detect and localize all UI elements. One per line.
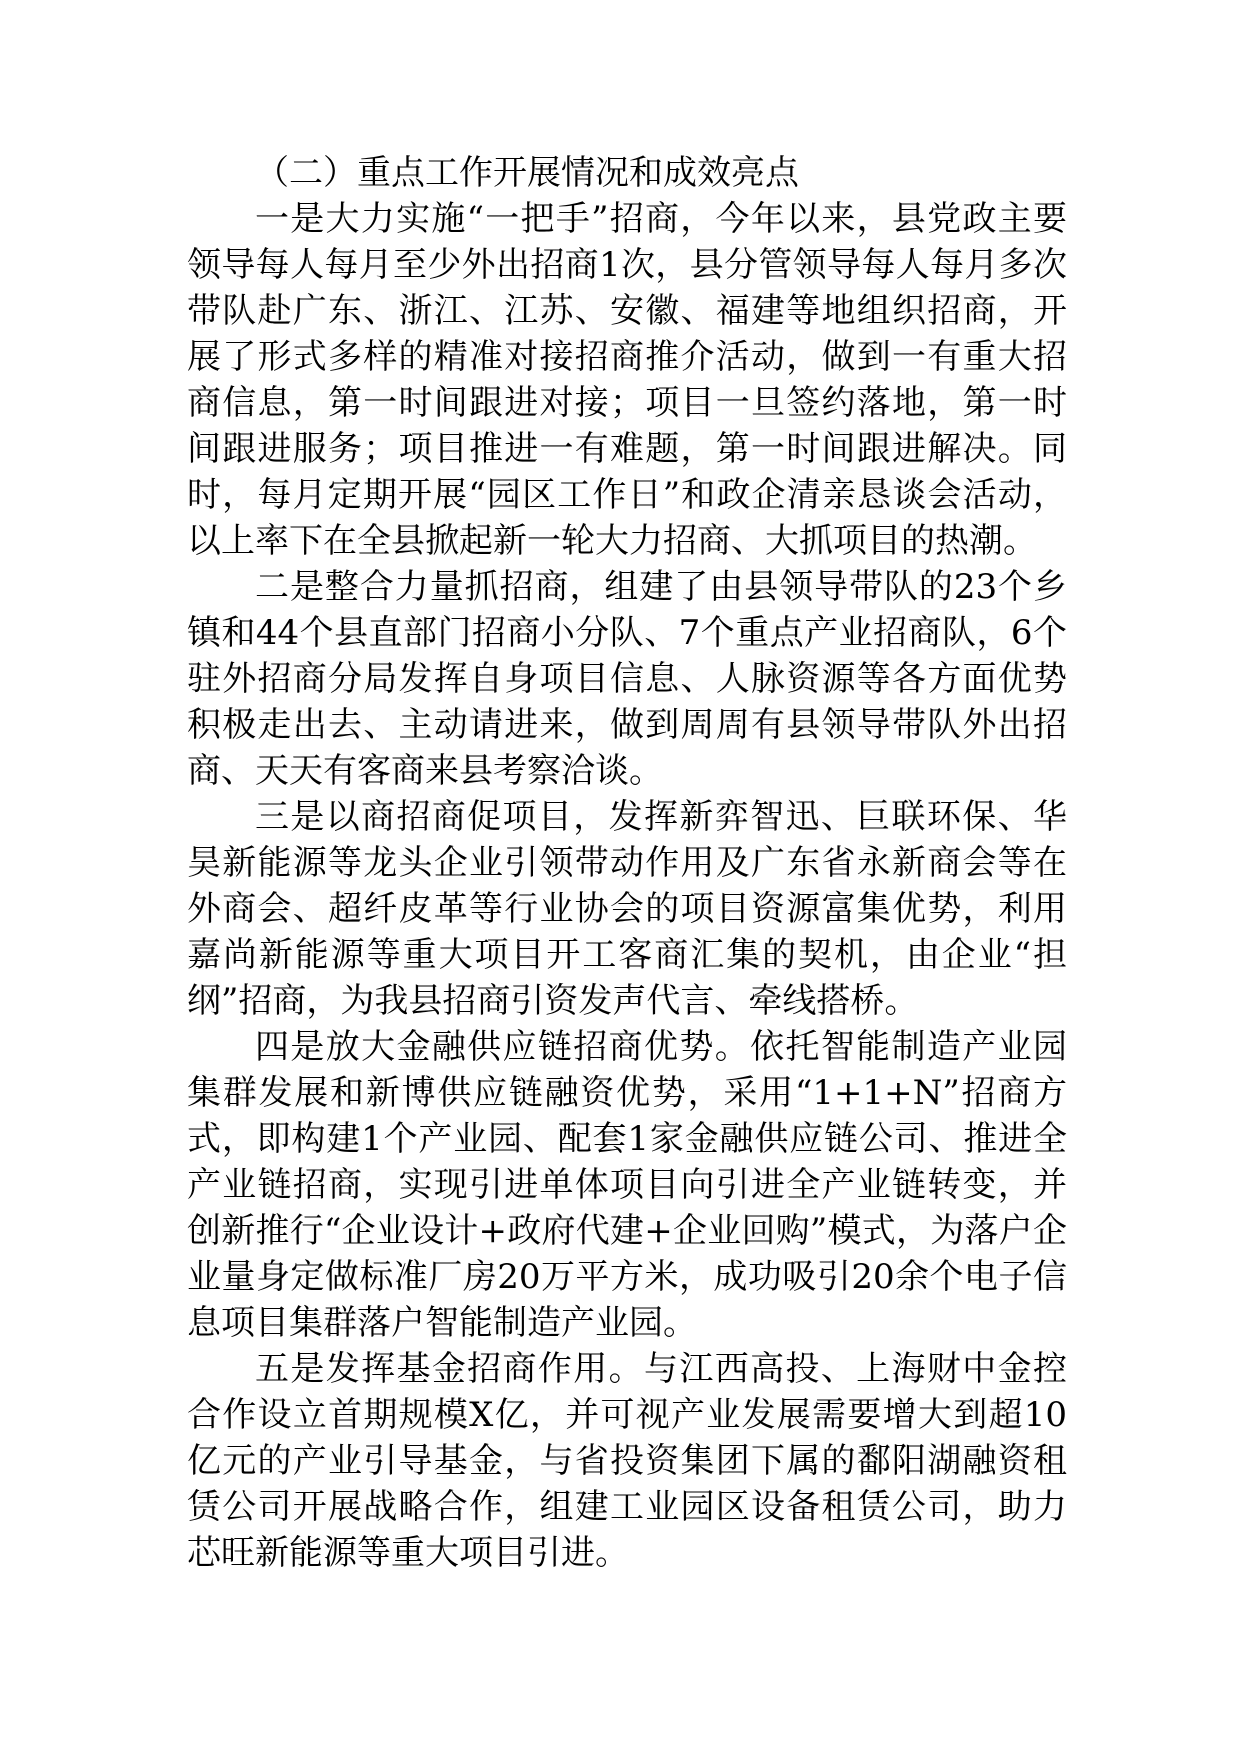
paragraph-1: 一是大力实施“一把手”招商，今年以来，县党政主要领导每人每月至少外出招商1次，县分管领导每人每月多次带队赴广东、浙江、江苏、安徽、福建等地组织招商，开展了形式多样的精准对接招商推介活动，做到一有重大招商信息，第一时间跟进对接；项目一旦签约落地，第一时间跟进服务；项目推进一有难题，第一时间跟进解决。同时，每月定期开展“园区工作日”和政企清亲恳谈会活动，以上率下在全县掀起新一轮大力招商、大抓项目的热潮。	[187, 199, 1067, 561]
section-heading: （二）重点工作开展情况和成效亮点	[255, 153, 799, 193]
paragraph-3: 三是以商招商促项目，发挥新弈智迅、巨联环保、华昊新能源等龙头企业引领带动作用及广东省永新商会等在外商会、超纤皮革等行业协会的项目资源富集优势，利用嘉尚新能源等重大项目开工客商汇集的契机，由企业“担纲”招商，为我县招商引资发声代言、牵线搭桥。	[187, 797, 1067, 1021]
paragraph-5: 五是发挥基金招商作用。与江西高投、上海财中金控合作设立首期规模X亿，并可视产业发展需要增大到超10亿元的产业引导基金，与省投资集团下属的鄱阳湖融资租赁公司开展战略合作，组建工业园区设备租赁公司，助力芯旺新能源等重大项目引进。	[187, 1349, 1067, 1573]
paragraph-4: 四是放大金融供应链招商优势。依托智能制造产业园集群发展和新博供应链融资优势，采用“1+1+N”招商方式，即构建1个产业园、配套1家金融供应链公司、推进全产业链招商，实现引进单体项目向引进全产业链转变，并创新推行“企业设计+政府代建+企业回购”模式，为落户企业量身定做标准厂房20万平方米，成功吸引20余个电子信息项目集群落户智能制造产业园。	[187, 1027, 1067, 1343]
paragraph-2: 二是整合力量抓招商，组建了由县领导带队的23个乡镇和44个县直部门招商小分队、7个重点产业招商队，6个驻外招商分局发挥自身项目信息、人脉资源等各方面优势积极走出去、主动请进来，做到周周有县领导带队外出招商、天天有客商来县考察洽谈。	[187, 567, 1067, 791]
document-page	[187, 150, 1067, 1576]
